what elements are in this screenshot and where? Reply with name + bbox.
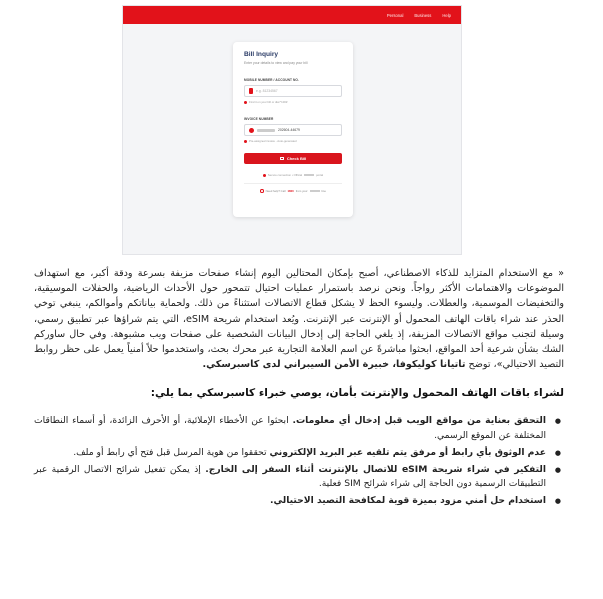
tip-bold: التحقق بعناية من مواقع الويب قبل إدخال أي معلومات.: [292, 415, 546, 427]
phone-icon: [249, 88, 253, 94]
mobile-hint: [244, 100, 342, 104]
card-subtitle: Enter your details to view and pay your bill: [244, 61, 308, 65]
secure-note: [244, 173, 342, 177]
tips-heading: لشراء باقات الهاتف المحمول والإنترنت بأمان، يوصي خبراء كاسبرسكي بما يلي:: [150, 387, 564, 400]
help-number[interactable]: 1800: [287, 189, 294, 193]
card-title: Bill Inquiry: [244, 51, 279, 58]
secure-left: Secure connection • Official: [267, 173, 303, 177]
help-icon: [260, 189, 264, 193]
mobile-label: MOBILE NUMBER / ACCOUNT NO.: [244, 78, 299, 82]
bill-inquiry-card: [233, 42, 353, 217]
nav-personal[interactable]: Personal: [386, 12, 404, 18]
invoice-label: INVOICE NUMBER: [244, 117, 274, 121]
mobile-placeholder: e.g. 81234567: [256, 89, 278, 93]
help-note: [244, 189, 342, 193]
list-item: [34, 414, 546, 442]
nav-business[interactable]: Business: [414, 12, 432, 18]
check-bill-label: Check Bill: [286, 156, 307, 161]
tip-text: إذ يمكن تفعيل شرائح الاتصال الرقمية عبر التطبيقات الرسمية دون الحاجة إلى شراء شرائح SIM فعلية.: [34, 464, 546, 490]
mobile-number-input[interactable]: [244, 85, 342, 97]
quote-text: « مع الاستخدام المتزايد للذكاء الاصطناعي، أصبح بإمكان المحتالين اليوم إنشاء صفحات مزيفة بسرعة ودقة أكبر، مع استهداف الموضوعات والاهتمامات الأكثر رواجاً. ونحن نرصد باستمرار عمليات احتيال تتمحور حول الأحداث الرياضية، والحفلات الموسيقية، والتخفيضات الموسمية، والعطلات. وليسوء الحظ لا يشكل قطاع الاتصالات استثناءً من ذلك. ولحماية بياناتكم وأموالكم، ينبغي توخي الحذر عند شراء باقات الهاتف المحمول أو الإنترنت عبر الإنترنت. ويُعد استخدام شريحة eSIM، التي يتم شراؤها عبر تطبيق رسمي، وسيلة لتجنب مواقع الاتصالات المزيفة، إذ يلغي الحاجة إلى إدخال البيانات الشخصية على صفحات ويب مشبوهة. وفي حال ساوركم الشك بشأن شرعية أحد المواقع، ابحثوا مباشرةً عن اسم العلامة التجارية عبر محرك بحث، واستخدموا حلاً أمنياً يعمل على حظر روابط التصيد الاحتيالي»، توضح: [34, 268, 564, 371]
tip-text: تحققوا من هوية المرسل قبل فتح أي رابط أو ملف.: [73, 446, 270, 458]
help-mid: from your: [295, 189, 308, 193]
document-icon: [249, 128, 254, 133]
lock-icon: [263, 174, 266, 177]
help-left: Need help? Call: [265, 189, 286, 193]
tips-list: [34, 414, 564, 508]
quote-attribution: تاتيانا كوليكوفا، خبيرة الأمن السيبراني لدى كاسبرسكي.: [202, 359, 466, 371]
redacted-brand: [310, 190, 320, 193]
tip-text: ابحثوا عن الأخطاء الإملائية، أو الأحرف الزائدة، أو أسماء النطاقات المختلفة عن الموقع الرسمي.: [34, 415, 546, 441]
tip-bold: عدم الوثوق بأي رابط أو مرفق يتم تلقيه عبر البريد الإلكتروني: [269, 446, 546, 458]
help-right: line: [321, 189, 326, 193]
invoice-hint: [244, 139, 342, 143]
info-icon: [244, 101, 247, 104]
embedded-screenshot: [122, 5, 462, 255]
card-icon: [280, 157, 284, 160]
check-bill-button[interactable]: [244, 153, 342, 164]
article-body: [34, 266, 564, 512]
tip-bold: التفكير في شراء شريحة eSIM للاتصال بالإنترنت أثناء السفر إلى الخارج.: [205, 464, 546, 476]
secure-right: portal: [316, 173, 324, 177]
divider: [244, 183, 342, 184]
list-item: [34, 463, 546, 491]
invoice-hint-text: Pre-assigned invoice - Auto-generated: [249, 139, 297, 143]
redacted-brand: [304, 174, 314, 177]
list-item: [34, 446, 546, 460]
mobile-hint-text: Find it on your bill or dial *100#: [249, 100, 288, 104]
invoice-value: 202604-44679: [278, 128, 300, 132]
tip-bold: استخدام حل أمني مزود بميزة قوية لمكافحة التصيد الاحتيالي.: [269, 495, 546, 507]
redacted-value: [257, 129, 275, 132]
info-icon: [244, 140, 247, 143]
quote-paragraph: [34, 266, 564, 372]
list-item: [34, 494, 546, 508]
site-topbar: [123, 6, 461, 24]
nav-help[interactable]: Help: [442, 12, 451, 18]
invoice-number-input[interactable]: [244, 124, 342, 136]
